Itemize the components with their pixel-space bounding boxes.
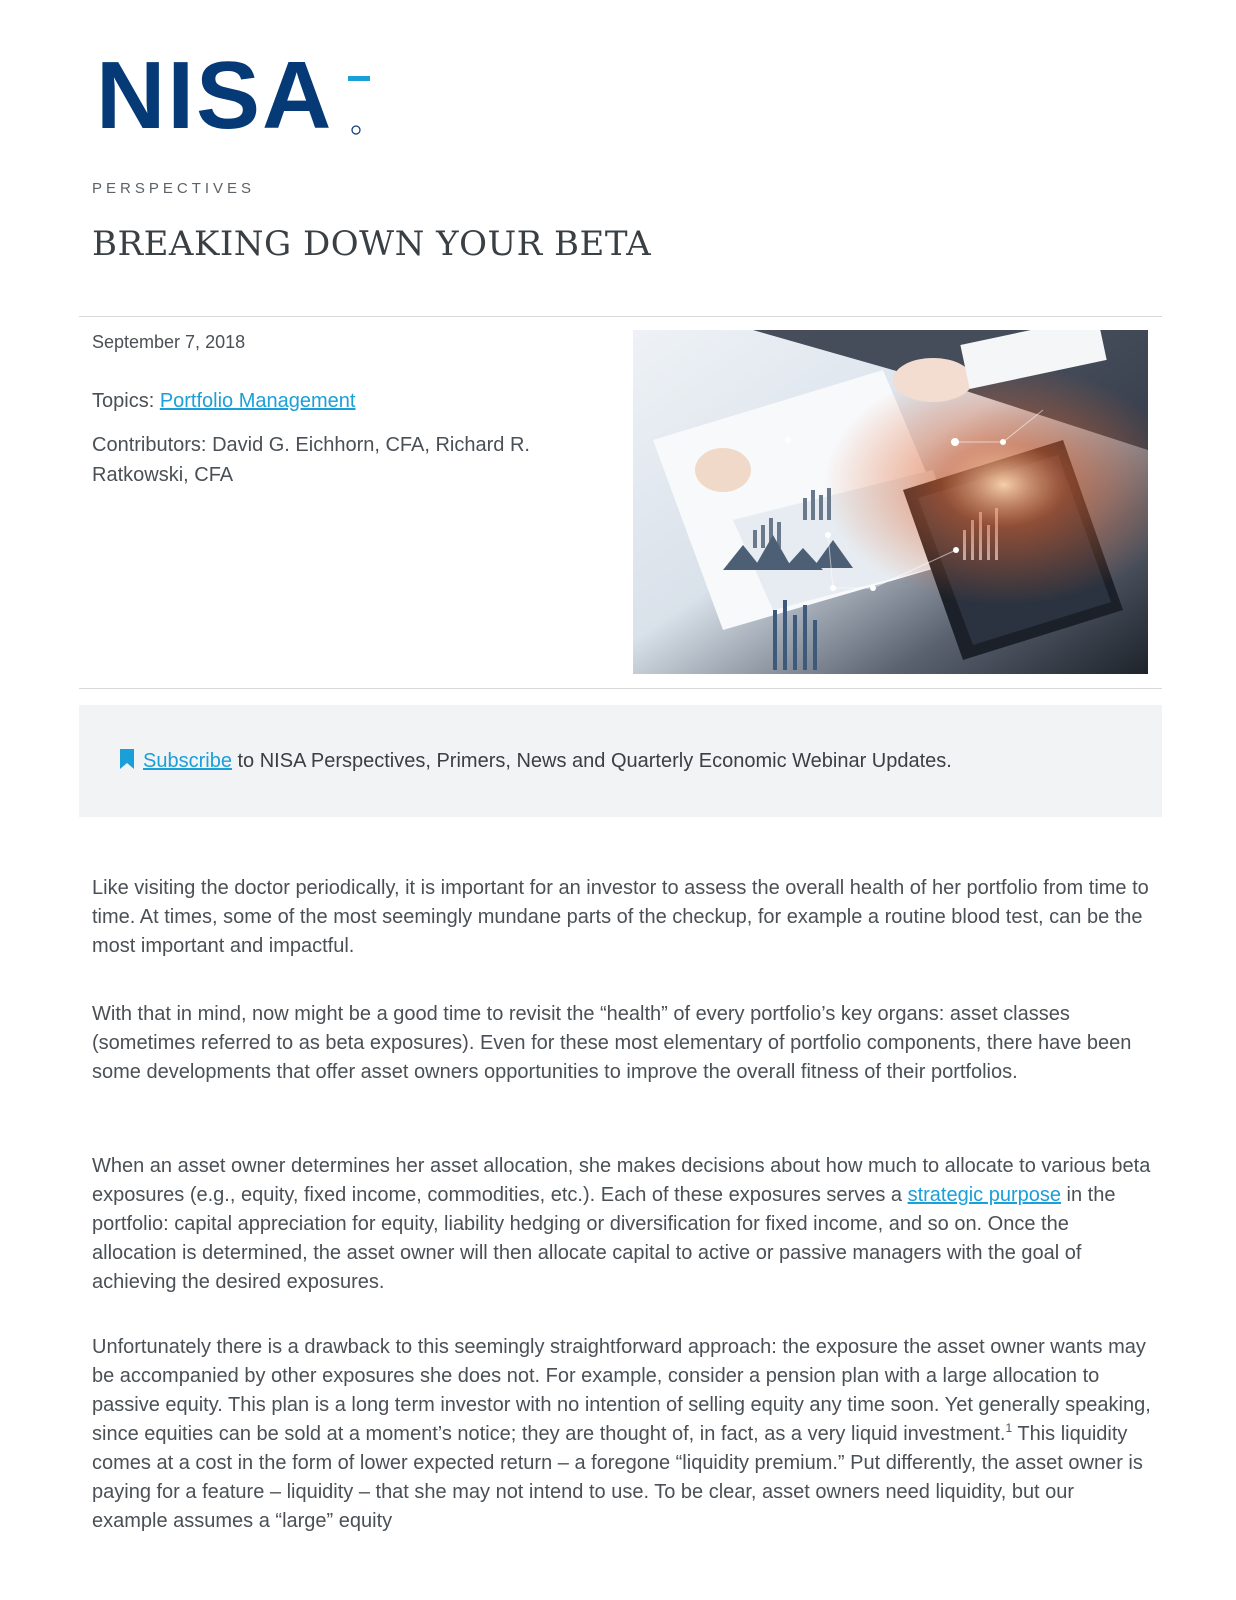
p4-text-b: This liquidity comes at a cost in the form of lower expected return – a foregone “liquidity premium.” Put differently, the asset owner is paying for a feature – liquidity – that she may not intend to use. To be clear, asset owners need liquidity, but our example assumes a “large” equity: [92, 1423, 1143, 1532]
contributors-names: David G. Eichhorn, CFA, Richard R. Ratkowski, CFA: [92, 434, 530, 486]
publish-date: September 7, 2018: [92, 332, 246, 352]
hero-image: [633, 330, 1148, 674]
subscribe-banner: [79, 705, 1162, 817]
subscribe-text: to NISA Perspectives, Primers, News and Quarterly Economic Webinar Updates.: [231, 750, 952, 772]
article-paragraph-4: [92, 1333, 1152, 1536]
contributors-line: [92, 430, 582, 490]
page-title: BREAKING DOWN YOUR BETA: [92, 224, 652, 264]
logo-accent-dash: [348, 76, 370, 81]
topic-link-portfolio-management[interactable]: Portfolio Management: [159, 390, 356, 412]
logo-wordmark: NISA: [96, 48, 334, 138]
divider-top: [79, 316, 1162, 317]
hero-illustration: [633, 330, 1148, 674]
topics-label: Topics:: [92, 390, 155, 412]
article-paragraph-3: [92, 1152, 1152, 1297]
contributors-label: Contributors:: [92, 434, 207, 456]
section-eyebrow: PERSPECTIVES: [92, 180, 256, 197]
p3-text-a: When an asset owner determines her asset allocation, she makes decisions about how much to allocate to various beta exposures (e.g., equity, fixed income, commodities, etc.). Each of these exposures serves a: [92, 1155, 1151, 1206]
nisa-logo[interactable]: [96, 48, 386, 138]
subscribe-link[interactable]: Subscribe: [143, 750, 232, 772]
divider-bottom: [79, 688, 1162, 689]
article-paragraph-1: Like visiting the doctor periodically, it is important for an investor to assess the overall health of her portfolio from time to time. At times, some of the most seemingly mundane parts of the checkup, for example a routine blood test, can be the most important and impactful.: [92, 877, 1149, 957]
topics-line: [92, 390, 355, 413]
registered-mark-icon: [352, 126, 360, 134]
subscribe-line: [119, 748, 952, 776]
p3-text-b: in the portfolio: capital appreciation for equity, liability hedging or diversification for fixed income, and so on. Once the allocation is determined, the asset owner will then allocate capital to active or passive managers with the goal of achieving the desired exposures.: [92, 1184, 1116, 1293]
p4-text-a: Unfortunately there is a drawback to this seemingly straightforward approach: the exposure the asset owner wants may be accompanied by other exposures she does not. For example, consider a pension plan with a large allocation to passive equity. This plan is a long term investor with no intention of selling equity any time soon. Yet generally speaking, since equities can be sold at a moment’s notice; they are thought of, in fact, as a very liquid investment.: [92, 1336, 1151, 1445]
nisa-logo-mark: [96, 48, 386, 138]
article-paragraph-2: With that in mind, now might be a good time to revisit the “health” of every portfolio’s key organs: asset classes (sometimes referred to as beta exposures). Even for these most elementary of portfolio components, there have been some developments that offer asset owners opportunities to improve the overall fitness of their portfolios.: [92, 1003, 1132, 1083]
strategic-purpose-link[interactable]: strategic purpose: [907, 1184, 1061, 1206]
bookmark-icon: [119, 748, 135, 776]
footnote-ref-1[interactable]: 1: [1005, 1421, 1013, 1435]
